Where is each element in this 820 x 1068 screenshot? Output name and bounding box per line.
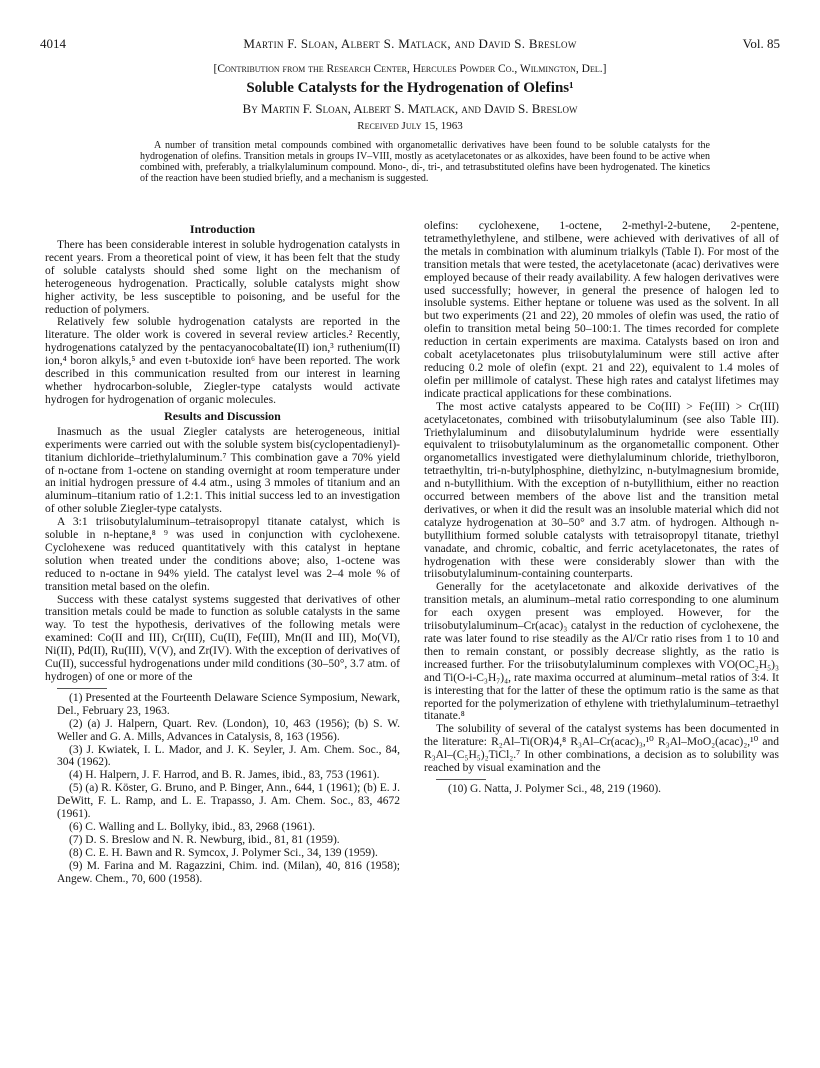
footnotes-left xyxy=(45,692,400,886)
footnote-divider xyxy=(57,688,107,689)
footnote: (8) C. E. H. Bawn and R. Symcox, J. Polymer Sci., 34, 139 (1959). xyxy=(69,846,378,859)
body-paragraph: The most active catalysts appeared to be Co(III) > Fe(III) > Cr(III) acetylacetonates, combined with triisobutylaluminum (see also Table III). Triethylaluminum and diisobutylaluminum hydride were essentially equivalent to triisobutylaluminum as the organometallic component. Other organometallics investigated were diethylaluminum chloride, triethylboron, tetraethyltin, tri-n-butylphosphine, diethylzinc, n-butylmagnesium bromide, and n-butyllithium. With the exception of n-butyllithium, either no reaction occurred between members of the above list and the transition metal derivatives, or when it did the result was an insoluble material which did not catalyze hydrogenation at 30–50° and 3.7 atm. of hydrogen. Although n-butyllithium formed soluble catalysts with tetraisopropyl titanate, triethyl vanadate, and chromic, cobaltic, and ferric acetylacetonates, the rates of hydrogenation with these were considerably slower than with the triisobutylaluminum-containing counterparts. xyxy=(424,400,779,581)
paper-title: Soluble Catalysts for the Hydrogenation of Olefins¹ xyxy=(246,80,574,96)
received-date: Received July 15, 1963 xyxy=(357,120,463,132)
body-paragraph: Generally for the acetylacetonate and alkoxide derivatives of the transition metals, an aluminum–metal ratio corresponding to one aluminum for each oxygen present was employed. However, for the triisobutylaluminum–Cr(acac)₃ catalyst in the reduction of cyclohexene, the rate was later found to rise steadily as the Al/Cr ratio rises from 1 to 10 and then to remain constant, or possibly decrease slightly, as the ratio is increased further. For the triisobutylaluminum complexes with VO(OC₂H₅)₃ and Ti(O-i-C₃H₇)₄, rate maxima occurred at aluminum–metal ratios of 3:4. It is interesting that for the latter of these the optimum ratio is the same as that reported for the polymerization of ethylene with triethylaluminum–tetraethyl titanate.⁸ xyxy=(424,581,779,723)
footnotes-right xyxy=(424,783,779,796)
footnote: (9) M. Farina and M. Ragazzini, Chim. ind. (Milan), 40, 816 (1958); Angew. Chem., 70, 600 (1958). xyxy=(57,859,400,885)
introduction-heading: Introduction xyxy=(189,222,256,236)
footnote: (1) Presented at the Fourteenth Delaware Science Symposium, Newark, Del., February 23, 1963. xyxy=(57,691,400,717)
footnote: (10) G. Natta, J. Polymer Sci., 48, 219 (1960). xyxy=(448,782,662,795)
footnote: (4) H. Halpern, J. F. Harrod, and B. R. James, ibid., 83, 753 (1961). xyxy=(69,769,380,782)
intro-paragraph: There has been considerable interest in soluble hydrogenation catalysts in recent years. From a theoretical point of view, it has been felt that the study of soluble catalysts should shed some light on the mechanism of heterogeneous hydrogenation. Practically, soluble catalysts might show higher activity, be less susceptible to poisoning, and be useful for the reduction of polymers. xyxy=(45,239,400,316)
body-paragraph: olefins: cyclohexene, 1-octene, 2-methyl-2-butene, 2-pentene, tetramethylethylene, and stilbene, were achieved with derivatives of all of the metals in combination with aluminum trialkyls (Table I). For most of the transition metals that were tested, the acetylacetonate (acac) derivatives were employed because of their ready availability. A few halogen derivatives were used successfully; however, in general the presence of halogen led to insoluble systems. Either heptane or toluene was used as the solvent. In all but two experiments (21 and 22), 20 mmoles of olefin was used, the ratio of olefin to transition metal being 50–100:1. The times recorded for complete reduction in certain experiments are maxima. Catalysts based on iron and cobalt acetylacetonates plus triisobutylaluminum were still active after reducing 0.2 mole of olefin (expt. 21 and 22), equivalent to 1.4 moles of olefin per millimole of catalyst. These high rates and catalyst lifetimes may indicate practical applications for these combinations. xyxy=(424,220,779,400)
abstract: A number of transition metal compounds combined with organometallic derivatives have been found to be soluble catalysts for the hydrogenation of olefins. Transition metals in groups IV–VIII, mostly as acetylacetonates or as alkoxides, have been found to be active when combined with, preferably, a trialkylaluminum compound. Mono-, di-, tri-, and tetrasubstituted olefins have been hydrogenated. The kinetics of the reaction have been studied briefly, and a mechanism is suggested. xyxy=(140,140,710,184)
footnote: (2) (a) J. Halpern, Quart. Rev. (London), 10, 463 (1956); (b) S. W. Weller and G. A. Mills, Advances in Catalysis, 8, 163 (1956). xyxy=(57,717,400,743)
byline: By Martin F. Sloan, Albert S. Matlack, and David S. Breslow xyxy=(242,101,578,116)
results-paragraph: A 3:1 triisobutylaluminum–tetraisopropyl titanate catalyst, which is soluble in n-heptane,⁸ ⁹ was used in conjunction with cyclohexene. Cyclohexene was reduced quantitatively with this catalyst in heptane solution when treated under the conditions above; also, 1-octene was reduced to n-octane in 94% yield. The catalyst level was 2–4 mole % of transition metal based on the olefin. xyxy=(45,516,400,593)
body-paragraph: The solubility of several of the catalyst systems has been documented in the literature: R₂Al–Ti(OR)4,⁸ R₃Al–Cr(acac)₃,¹⁰ R₃Al–MoO₂(acac)₂,¹⁰ and R₃Al–(C₅H₅)₂TiCl₂.⁷ In other combinations, a decision as to solubility was reached by visual examination and the xyxy=(424,723,779,775)
page-number: 4014 xyxy=(40,36,66,51)
results-heading: Results and Discussion xyxy=(164,408,281,423)
right-column xyxy=(424,220,779,796)
footnote: (6) C. Walling and L. Bollyky, ibid., 83, 2968 (1961). xyxy=(69,820,315,833)
footnote: (5) (a) R. Köster, G. Bruno, and P. Binger, Ann., 644, 1 (1961); (b) E. J. DeWitt, F. L. Ramp, and L. E. Trapasso, J. Am. Chem. Soc., 83, 4672 (1961). xyxy=(57,782,400,821)
running-authors: Martin F. Sloan, Albert S. Matlack, and David S. Breslow xyxy=(243,36,577,51)
volume-number: Vol. 85 xyxy=(742,36,780,51)
intro-paragraph: Relatively few soluble hydrogenation catalysts are reported in the literature. The older work is covered in several review articles.² Recently, hydrogenations catalyzed by the pentacyanocobaltate(II) ion,³ ruthenium(II) ion,⁴ boron alkyls,⁵ and even t-butoxide ion⁶ have been reported. The work described in this communication resulted from our interest in learning whether hydrocarbon-soluble, Ziegler-type catalysts would activate hydrogen for hydrogenation of organic molecules. xyxy=(45,316,400,406)
running-header xyxy=(40,36,780,56)
results-paragraph: Success with these catalyst systems suggested that derivatives of other transition metals could be made to function as soluble catalysts in the same way. To test the hypothesis, derivatives of the following metals were examined: Co(II and III), Cr(III), Cu(II), Fe(III), Mn(II and III), Mo(VI), Ni(II), Pd(II), Ru(III), V(V), and Zr(IV). With the exception of derivatives of Cu(II), successful hydrogenations under mild conditions (30–50°, 3.7 atm. of hydrogen) of one or more of the xyxy=(45,593,400,683)
results-paragraph: Inasmuch as the usual Ziegler catalysts are heterogeneous, initial experiments were carried out with the soluble system bis(cyclopentadienyl)-titanium dichloride–triethylaluminum.⁷ This combination gave a 70% yield of n-octane from 1-octene on standing overnight at room temperature under an initial hydrogen pressure of 4.4 atm., using 3 mmoles of titanium and an aluminum–titanium ratio of 1.2:1. This initial success led to an investigation of other soluble Ziegler-type catalysts. xyxy=(45,425,400,516)
contribution-line: [Contribution from the Research Center, Hercules Powder Co., Wilmington, Del.] xyxy=(213,63,607,75)
footnote: (7) D. S. Breslow and N. R. Newburg, ibid., 81, 81 (1959). xyxy=(69,833,340,846)
footnote-divider xyxy=(436,779,486,780)
left-column xyxy=(45,220,400,886)
footnote: (3) J. Kwiatek, I. L. Mador, and J. K. Seyler, J. Am. Chem. Soc., 84, 304 (1962). xyxy=(57,743,400,769)
